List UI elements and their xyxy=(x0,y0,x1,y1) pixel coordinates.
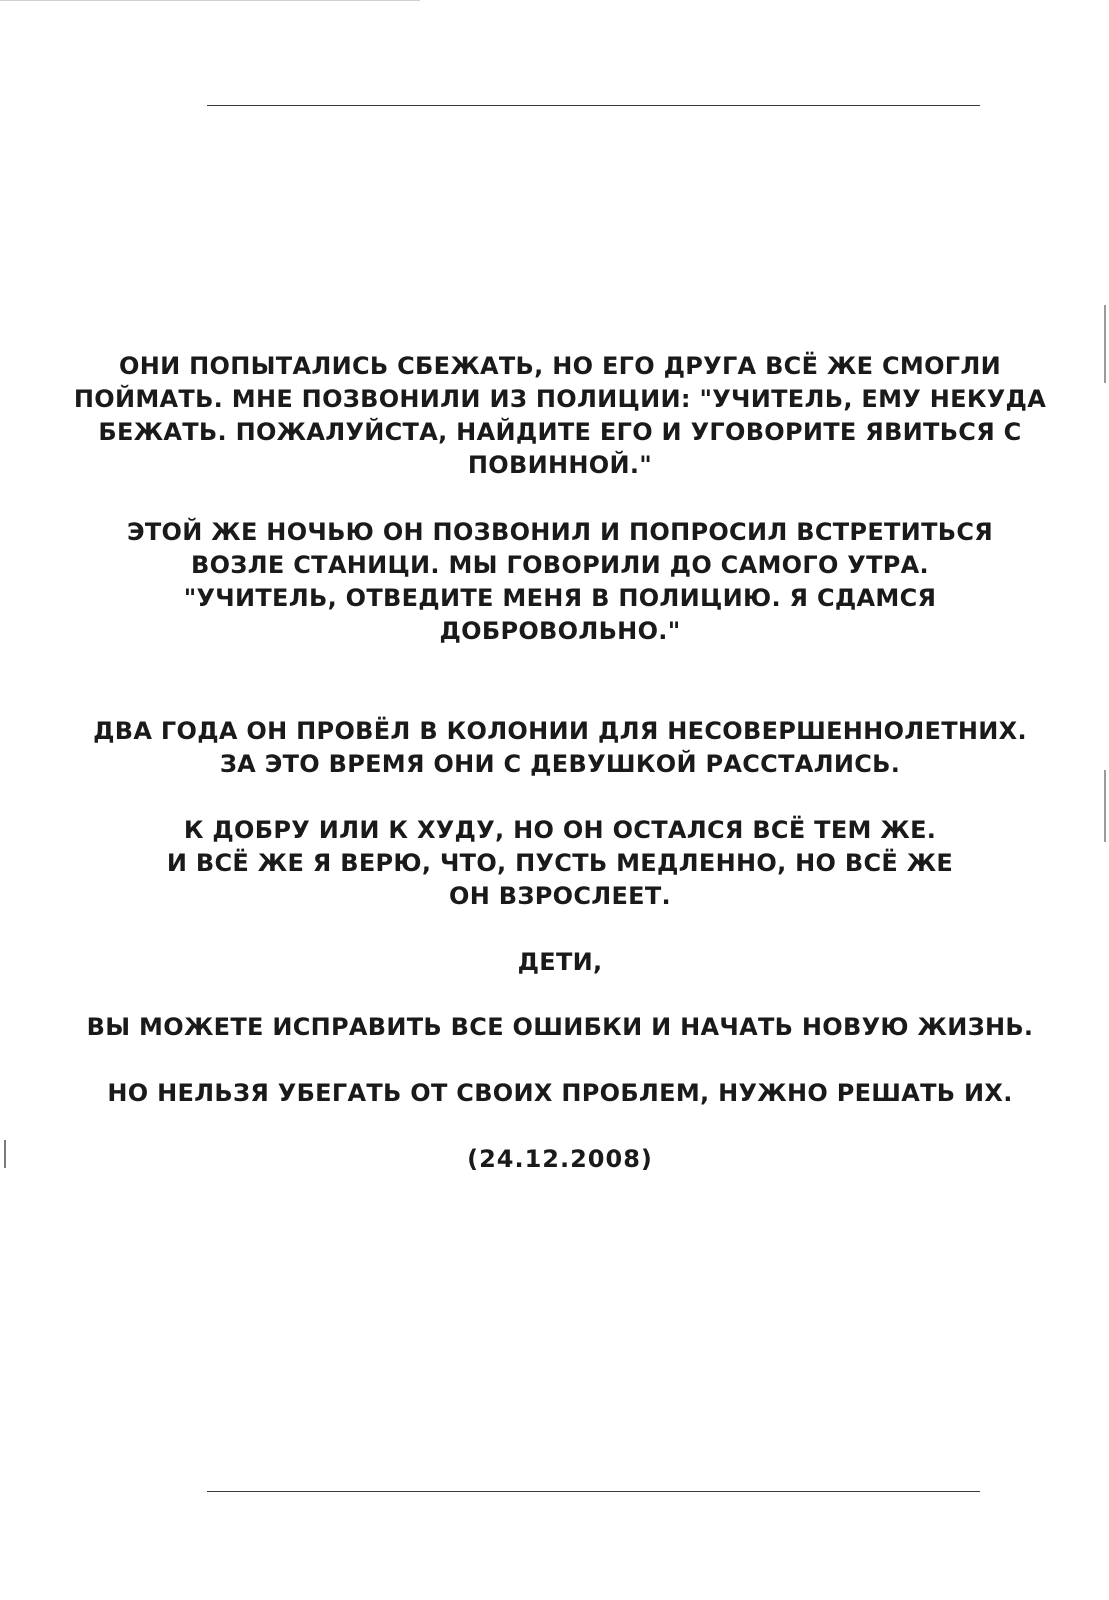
bottom-divider-line xyxy=(207,1491,980,1492)
paragraph-escape-and-police-call: ОНИ ПОПЫТАЛИСЬ СБЕЖАТЬ, НО ЕГО ДРУГА ВСЁ ЖЕ СМОГЛИ ПОЙМАТЬ. МНЕ ПОЗВОНИЛИ ИЗ ПОЛИЦИИ: "УЧИТЕЛЬ, ЕМУ НЕКУДА БЕЖАТЬ. ПОЖАЛУЙСТА, НАЙДИТЕ ЕГО И УГОВОРИТЕ ЯВИТЬСЯ С ПОВИННОЙ." xyxy=(73,352,1047,479)
scan-artifact-right-lower xyxy=(1104,770,1106,842)
date-line: (24.12.2008) xyxy=(467,1145,653,1173)
paragraph-fix-mistakes: ВЫ МОЖЕТЕ ИСПРАВИТЬ ВСЕ ОШИБКИ И НАЧАТЬ НОВУЮ ЖИЗНЬ. xyxy=(86,1013,1034,1041)
paragraph-belief: К ДОБРУ ИЛИ К ХУДУ, НО ОН ОСТАЛСЯ ВСЁ ТЕМ ЖЕ. И ВСЁ ЖЕ Я ВЕРЮ, ЧТО, ПУСТЬ МЕДЛЕННО, НО ВСЁ ЖЕ ОН ВЗРОСЛЕЕТ. xyxy=(166,816,954,910)
scan-artifact-right-upper xyxy=(1104,305,1106,383)
paragraph-solve-problems: НО НЕЛЬЗЯ УБЕГАТЬ ОТ СВОИХ ПРОБЛЕМ, НУЖНО РЕШАТЬ ИХ. xyxy=(107,1079,1013,1107)
paragraph-children-address: ДЕТИ, xyxy=(517,948,603,976)
scan-artifact-left xyxy=(4,1140,6,1168)
paragraph-colony: ДВА ГОДА ОН ПРОВЁЛ В КОЛОНИИ ДЛЯ НЕСОВЕРШЕННОЛЕТНИХ. ЗА ЭТО ВРЕМЯ ОНИ С ДЕВУШКОЙ РАССТАЛИСЬ. xyxy=(93,717,1027,778)
scan-edge-line xyxy=(0,0,420,1)
paragraph-night-call: ЭТОЙ ЖЕ НОЧЬЮ ОН ПОЗВОНИЛ И ПОПРОСИЛ ВСТРЕТИТЬСЯ ВОЗЛЕ СТАНИЦИ. МЫ ГОВОРИЛИ ДО САМОГО УТРА. "УЧИТЕЛЬ, ОТВЕДИТЕ МЕНЯ В ПОЛИЦИЮ. Я СДАМСЯ ДОБРОВОЛЬНО." xyxy=(126,518,994,645)
top-divider-line xyxy=(207,105,980,106)
